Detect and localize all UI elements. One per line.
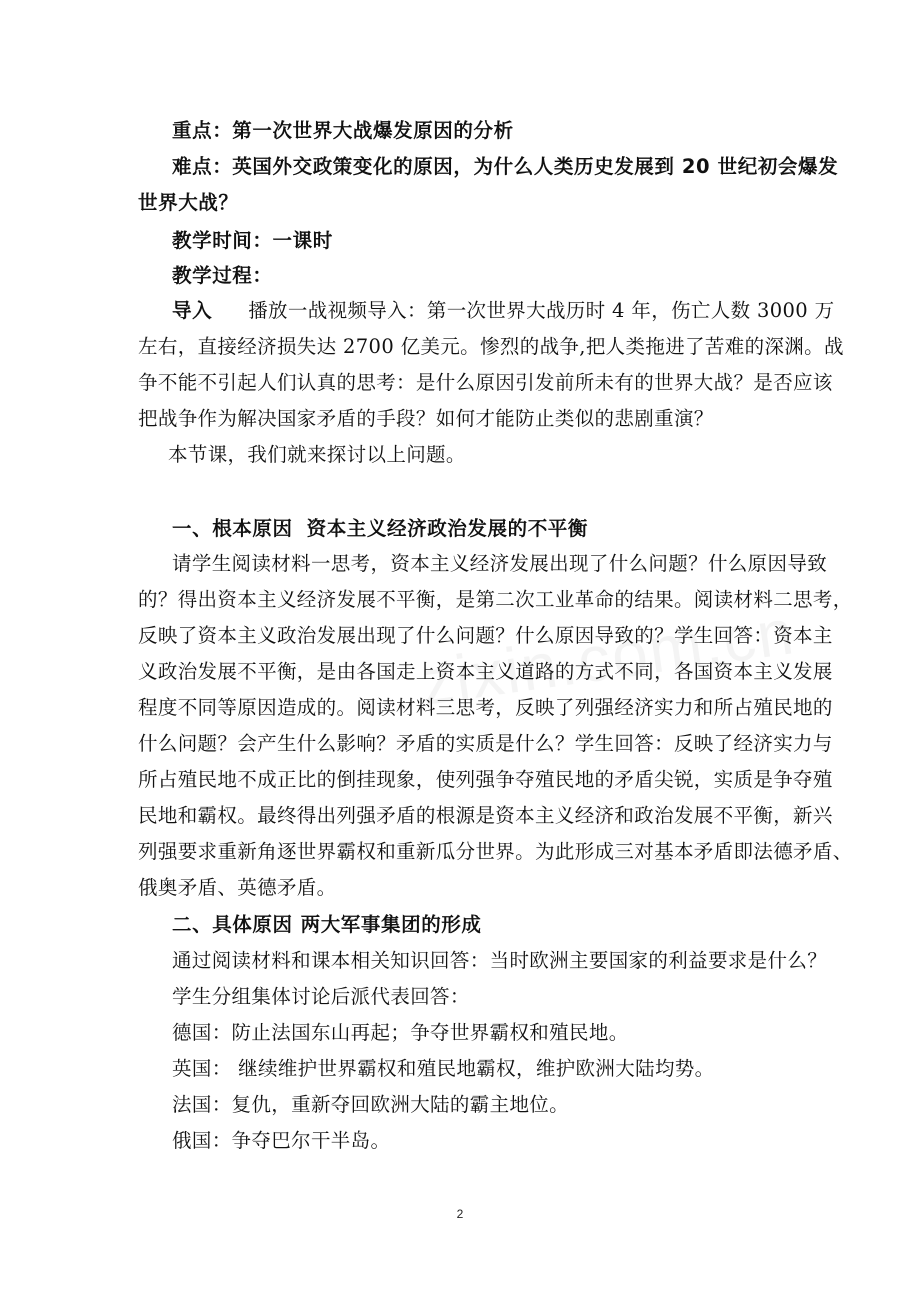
intro-label: 导入 (172, 299, 213, 322)
section2-heading-num: 二、具体原因 (172, 913, 293, 936)
intro-line-1 (172, 297, 835, 325)
section1-line: 的？得出资本主义经济发展不平衡，是第二次工业革命的结果。阅读材料二思考， (138, 588, 853, 611)
section1-heading-num: 一、根本原因 (172, 517, 293, 540)
section2-line: 德国：防止法国东山再起；争夺世界霸权和殖民地。 (172, 1021, 629, 1044)
teaching-process-line: 教学过程： (172, 264, 273, 287)
teaching-time-line: 教学时间：一课时 (172, 229, 333, 252)
section1-line: 反映了资本主义政治发展出现了什么问题？什么原因导致的？学生回答：资本主 (138, 624, 833, 647)
key-point-line: 重点：第一次世界大战爆发原因的分析 (172, 119, 514, 142)
section2-line: 英国： 继续维护世界霸权和殖民地霸权，维护欧洲大陆均势。 (172, 1057, 715, 1080)
section2-line: 通过阅读材料和课本相关知识回答：当时欧洲主要国家的利益要求是什么？ (172, 949, 828, 972)
intro-text-1: 播放一战视频导入：第一次世界大战历时 4 年，伤亡人数 3000 万 (248, 299, 835, 322)
intro-line-4: 把战争作为解决国家矛盾的手段？如何才能防止类似的悲剧重演？ (138, 407, 714, 430)
section1-line: 程度不同等原因造成的。阅读材料三思考，反映了列强经济实力和所占殖民地的 (138, 696, 833, 719)
section2-line: 俄国：争夺巴尔干半岛。 (172, 1129, 391, 1152)
difficulty-line-2: 世界大战？ (138, 191, 239, 214)
difficulty-line-1: 难点：英国外交政策变化的原因，为什么人类历史发展到 20 世纪初会爆发 (172, 155, 839, 178)
page-number: 2 (456, 1207, 464, 1221)
section2-heading-title: 两大军事集团的形成 (300, 913, 482, 936)
intro-line-2: 左右，直接经济损失达 2700 亿美元。惨烈的战争,把人类拖进了苦难的深渊。战 (138, 335, 844, 358)
intro-line-3: 争不能不引起人们认真的思考：是什么原因引发前所未有的世界大战？是否应该 (138, 371, 833, 394)
section1-line: 什么问题？会产生什么影响？矛盾的实质是什么？学生回答：反映了经济实力与 (138, 732, 833, 755)
section1-line: 列强要求重新角逐世界霸权和重新瓜分世界。为此形成三对基本矛盾即法德矛盾、 (138, 840, 853, 863)
section2-line: 法国：复仇，重新夺回欧洲大陆的霸主地位。 (172, 1093, 570, 1116)
section1-line: 义政治发展不平衡，是由各国走上资本主义道路的方式不同，各国资本主义发展 (138, 660, 833, 683)
section2-line: 学生分组集体讨论后派代表回答： (172, 985, 470, 1008)
section1-heading-title: 资本主义经济政治发展的不平衡 (306, 517, 589, 540)
section1-line: 所占殖民地不成正比的倒挂现象，使列强争夺殖民地的矛盾尖锐，实质是争夺殖 (138, 768, 833, 791)
section1-line: 俄奥矛盾、英德矛盾。 (138, 876, 337, 899)
section1-line: 请学生阅读材料一思考，资本主义经济发展出现了什么问题？什么原因导致 (172, 552, 828, 575)
intro-line-5: 本节课，我们就来探讨以上问题。 (168, 443, 466, 466)
section1-heading (172, 515, 822, 543)
section2-heading (172, 911, 822, 939)
section1-line: 民地和霸权。最终得出列强矛盾的根源是资本主义经济和政治发展不平衡，新兴 (138, 804, 833, 827)
